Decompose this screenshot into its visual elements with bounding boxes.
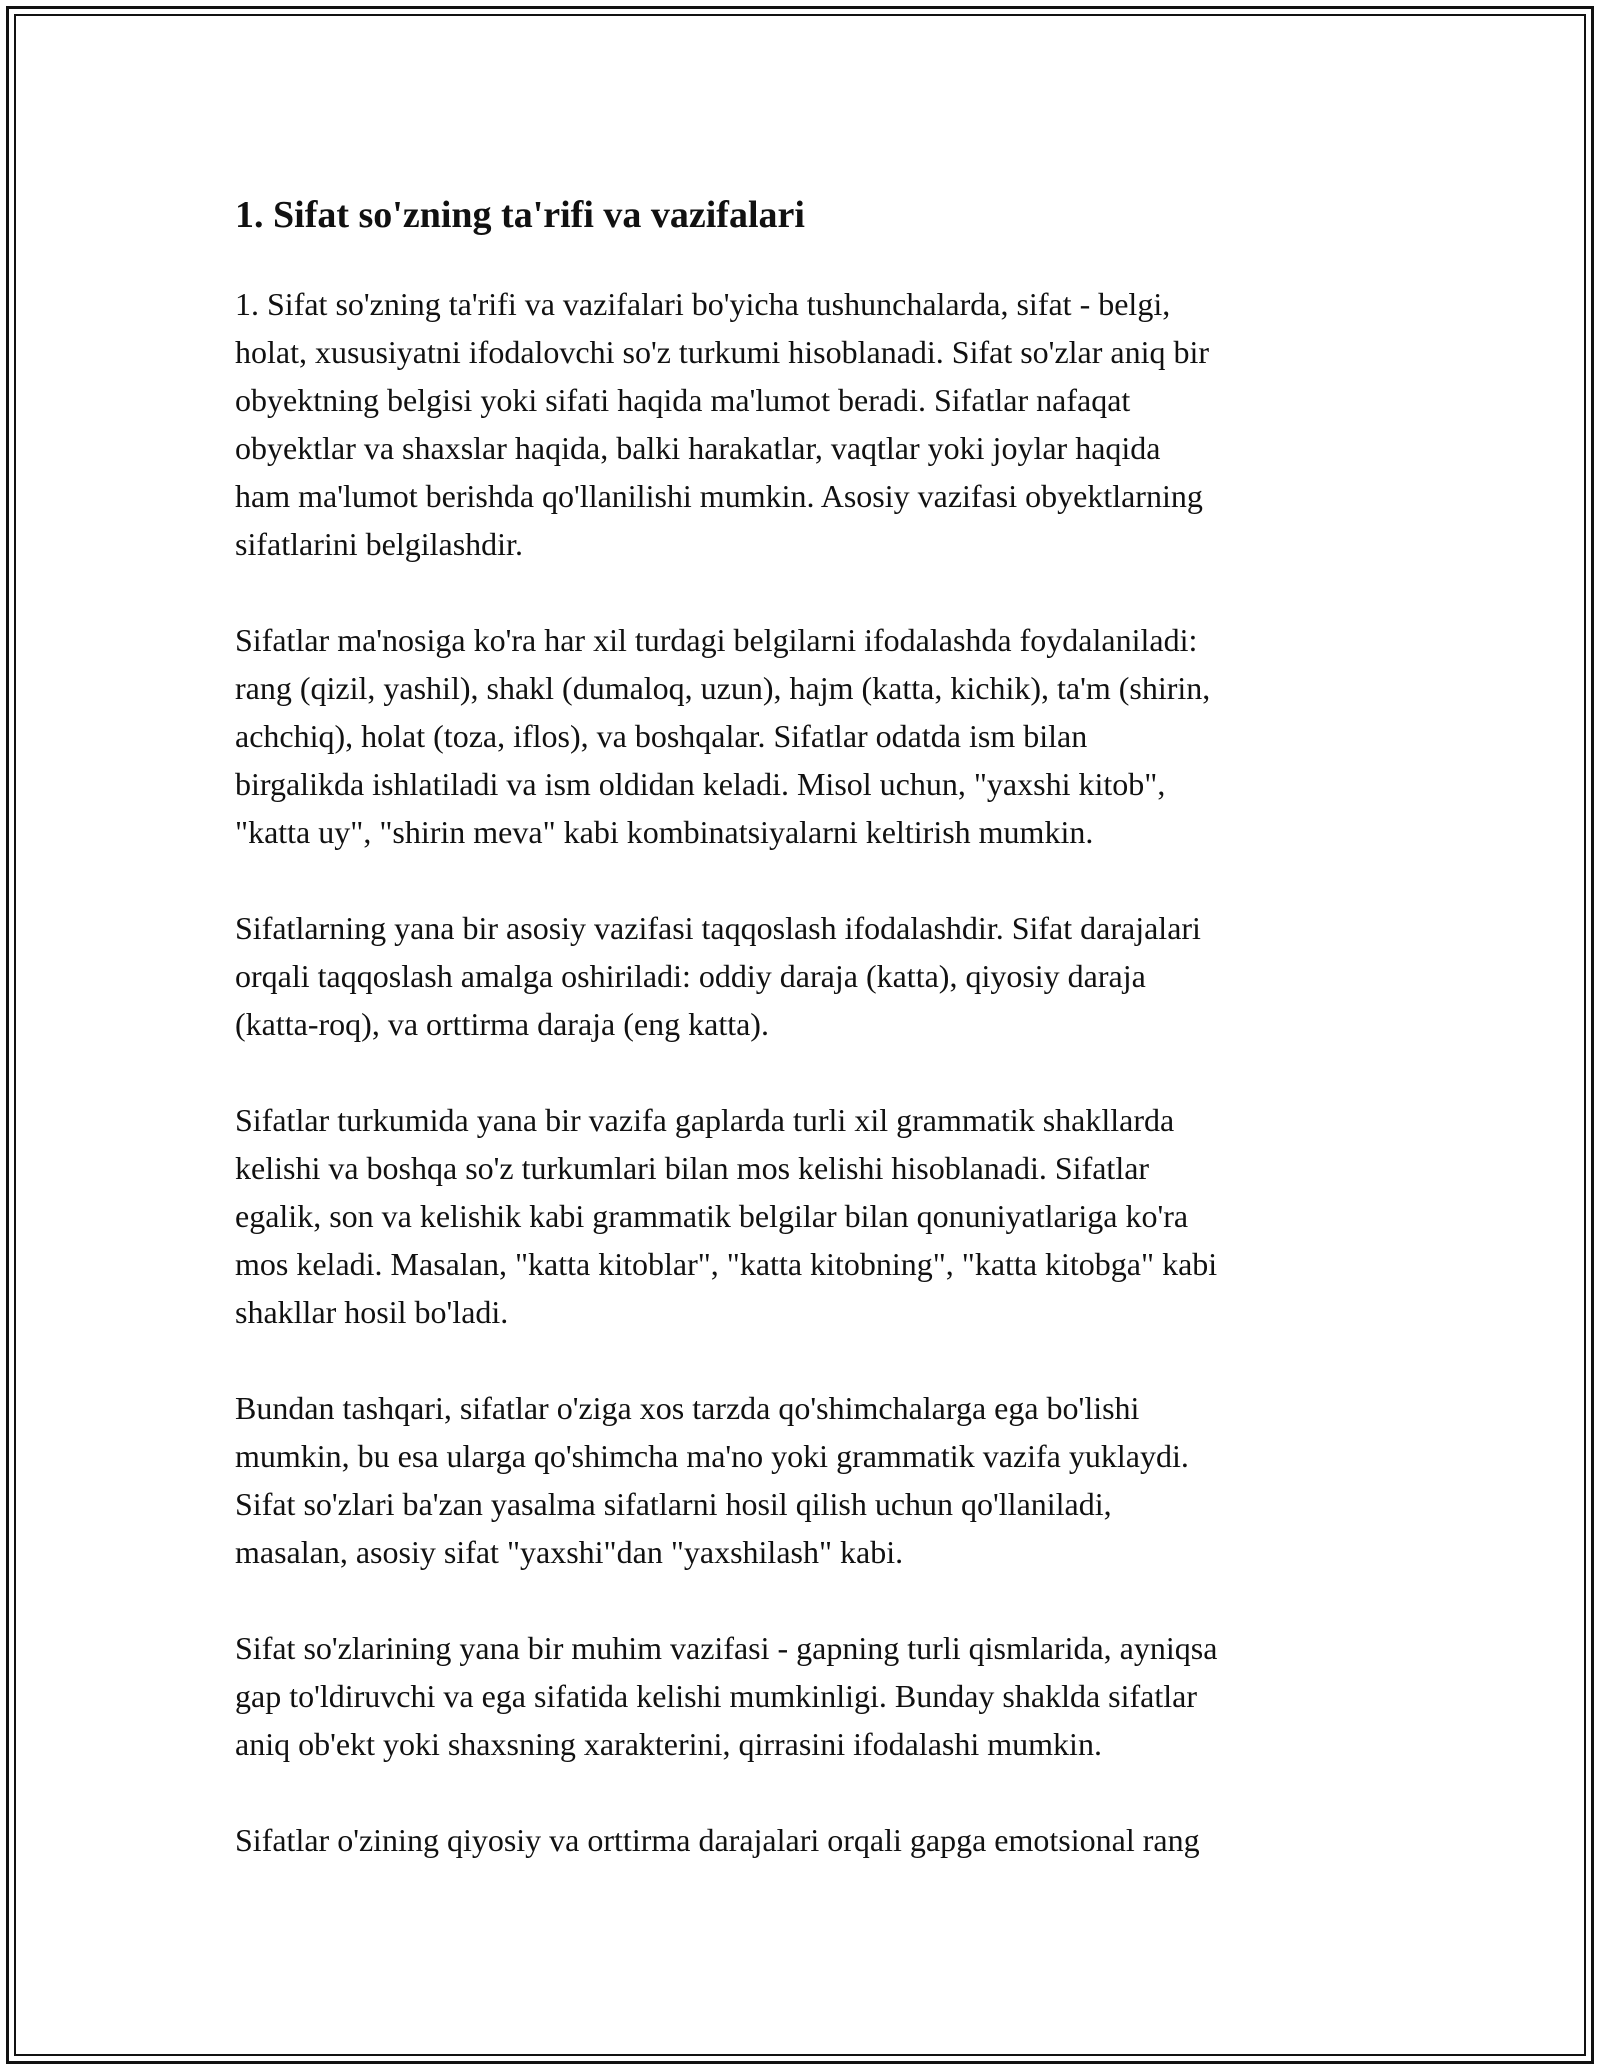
text-line: gap to'ldiruvchi va ega sifatida kelishi mumkinligi. Bunday shaklda sifatlar: [235, 1678, 1197, 1714]
text-line: mumkin, bu esa ularga qo'shimcha ma'no yoki grammatik vazifa yuklaydi.: [235, 1438, 1189, 1474]
text-line: egalik, son va kelishik kabi grammatik belgilar bilan qonuniyatlariga ko'ra: [235, 1198, 1189, 1234]
text-line: aniq ob'ekt yoki shaxsning xarakterini, qirrasini ifodalashi mumkin.: [235, 1726, 1102, 1762]
text-line: masalan, asosiy sifat "yaxshi"dan "yaxshilash" kabi.: [235, 1534, 904, 1570]
text-line: birgalikda ishlatiladi va ism oldidan keladi. Misol uchun, "yaxshi kitob",: [235, 766, 1166, 802]
text-line: achchiq), holat (toza, iflos), va boshqalar. Sifatlar odatda ism bilan: [235, 718, 1088, 754]
text-line: sifatlarini belgilashdir.: [235, 526, 523, 562]
page-title: 1. Sifat so'zning ta'rifi va vazifalari: [235, 194, 805, 236]
paragraph-meaning-types: [235, 616, 1375, 856]
paragraph-grammatical-forms: [235, 1096, 1375, 1336]
paragraph-definition: [235, 280, 1375, 568]
text-line: mos keladi. Masalan, "katta kitoblar", "katta kitobning", "katta kitobga" kabi: [235, 1246, 1218, 1282]
text-line: Sifat so'zlarining yana bir muhim vazifasi - gapning turli qismlarida, ayniqsa: [235, 1630, 1218, 1666]
text-line: (katta-roq), va orttirma daraja (eng katta).: [235, 1006, 769, 1042]
paragraph-emotional-color: [235, 1816, 1375, 1864]
text-line: Sifatlar turkumida yana bir vazifa gaplarda turli xil grammatik shakllarda: [235, 1102, 1175, 1138]
paragraph-suffixes: [235, 1384, 1375, 1576]
text-line: "katta uy", "shirin meva" kabi kombinatsiyalarni keltirish mumkin.: [235, 814, 1094, 850]
text-line: Bundan tashqari, sifatlar o'ziga xos tarzda qo'shimchalarga ega bo'lishi: [235, 1390, 1140, 1426]
text-line: shakllar hosil bo'ladi.: [235, 1294, 509, 1330]
text-line: Sifatlar ma'nosiga ko'ra har xil turdagi belgilarni ifodalashda foydalaniladi:: [235, 622, 1198, 658]
text-line: orqali taqqoslash amalga oshiriladi: oddiy daraja (katta), qiyosiy daraja: [235, 958, 1146, 994]
text-line: kelishi va boshqa so'z turkumlari bilan mos kelishi hisoblanadi. Sifatlar: [235, 1150, 1150, 1186]
text-line: Sifatlarning yana bir asosiy vazifasi taqqoslash ifodalashdir. Sifat darajalari: [235, 910, 1201, 946]
text-line: 1. Sifat so'zning ta'rifi va vazifalari bo'yicha tushunchalarda, sifat - belgi,: [235, 286, 1171, 322]
text-line: holat, xususiyatni ifodalovchi so'z turkumi hisoblanadi. Sifat so'zlar aniq bir: [235, 334, 1210, 370]
document-body: [235, 180, 1375, 1912]
text-line: ham ma'lumot berishda qo'llanilishi mumkin. Asosiy vazifasi obyektlarning: [235, 478, 1203, 514]
text-line: Sifatlar o'zining qiyosiy va orttirma darajalari orqali gapga emotsional rang: [235, 1822, 1200, 1858]
paragraph-sentence-role: [235, 1624, 1375, 1768]
text-line: rang (qizil, yashil), shakl (dumaloq, uzun), hajm (katta, kichik), ta'm (shirin,: [235, 670, 1211, 706]
paragraph-comparison: [235, 904, 1375, 1048]
text-line: Sifat so'zlari ba'zan yasalma sifatlarni hosil qilish uchun qo'llaniladi,: [235, 1486, 1112, 1522]
text-line: obyektlar va shaxslar haqida, balki harakatlar, vaqtlar yoki joylar haqida: [235, 430, 1161, 466]
text-line: obyektning belgisi yoki sifati haqida ma'lumot beradi. Sifatlar nafaqat: [235, 382, 1131, 418]
